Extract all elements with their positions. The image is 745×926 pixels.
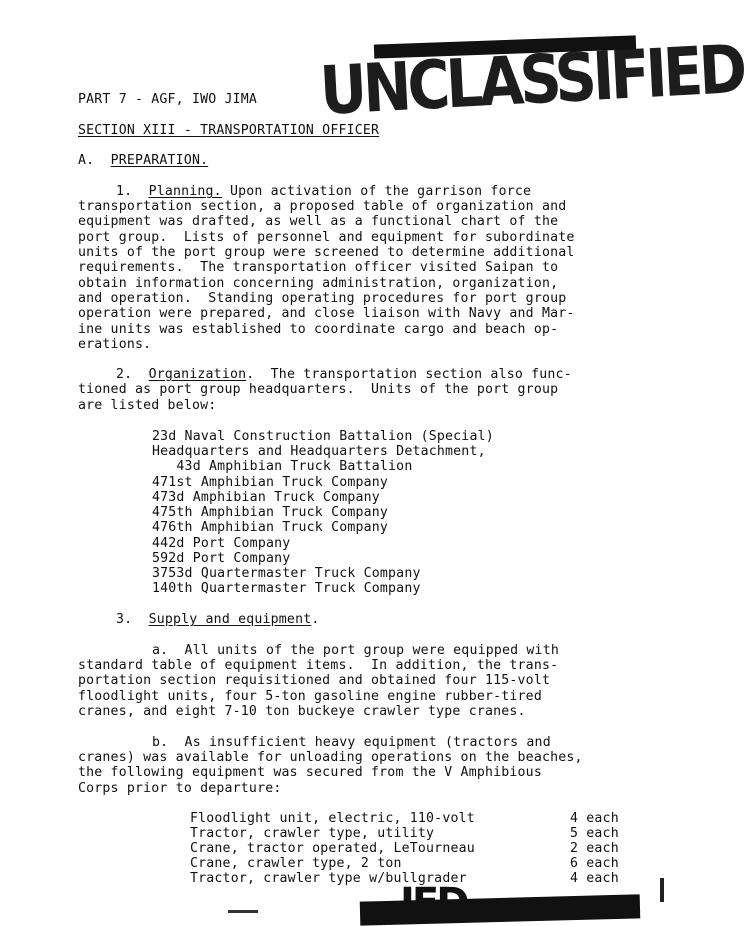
unit-item: 43d Amphibian Truck Battalion — [152, 459, 413, 474]
para2-line: are listed below: — [78, 398, 217, 413]
para2-first-text: . The transportation section also func- — [246, 367, 572, 382]
subsection-title: PREPARATION. — [110, 153, 209, 168]
para1-line: ine units was established to coordinate cargo and beach op- — [78, 322, 559, 337]
para2-line: tioned as port group headquarters. Units of the port group — [78, 382, 559, 397]
para1-heading: Planning. — [148, 184, 222, 199]
section-heading: SECTION XIII - TRANSPORTATION OFFICER — [78, 123, 380, 138]
para1-first-text: Upon activation of the garrison force — [221, 184, 532, 199]
para3a-line: standard table of equipment items. In addition, the trans- — [78, 658, 559, 673]
equipment-qty: 4 each — [570, 871, 619, 886]
para1-line: equipment was drafted, as well as a functional chart of the — [78, 214, 559, 229]
unit-item: 471st Amphibian Truck Company — [152, 475, 389, 490]
equipment-item: Tractor, crawler type w/bullgrader — [190, 871, 467, 886]
para3a-line: portation section requisitioned and obtained four 115-volt — [78, 673, 551, 688]
para3b-line: the following equipment was secured from the V Amphibious — [78, 765, 542, 780]
unit-item: 442d Port Company — [152, 536, 291, 551]
para3-number: 3. — [116, 612, 133, 627]
scan-mark — [660, 878, 664, 902]
equipment-qty: 4 each — [570, 811, 619, 826]
para3-heading: Supply and equipment — [148, 612, 312, 627]
unit-item: 476th Amphibian Truck Company — [152, 520, 389, 535]
para1-number: 1. — [116, 184, 133, 199]
unit-item: 592d Port Company — [152, 551, 291, 566]
para3a-line: floodlight units, four 5-ton gasoline engine rubber-tired — [78, 689, 542, 704]
para3b-first-line: b. As insufficient heavy equipment (tractors and — [152, 735, 551, 750]
unit-item: 475th Amphibian Truck Company — [152, 505, 389, 520]
subsection-heading — [78, 153, 208, 168]
para3b-line: cranes) was available for unloading operations on the beaches, — [78, 750, 583, 765]
para2-number: 2. — [116, 367, 133, 382]
para2-heading: Organization — [148, 367, 247, 382]
para1-line: erations. — [78, 337, 152, 352]
equipment-item: Tractor, crawler type, utility — [190, 826, 435, 841]
unit-item: 23d Naval Construction Battalion (Special) — [152, 429, 494, 444]
para3a-line: cranes, and eight 7-10 ton buckeye crawler type cranes. — [78, 704, 526, 719]
equipment-qty: 5 each — [570, 826, 619, 841]
unit-item: 3753d Quartermaster Truck Company — [152, 566, 421, 581]
para1-line: port group. Lists of personnel and equipment for subordinate — [78, 230, 575, 245]
equipment-item: Crane, tractor operated, LeTourneau — [190, 841, 475, 856]
unit-item: 473d Amphibian Truck Company — [152, 490, 380, 505]
bottom-stamp — [360, 880, 650, 926]
unclassified-stamp — [318, 29, 745, 132]
para3-heading-end: . — [311, 612, 320, 627]
para3-first-line — [116, 612, 320, 627]
page-mark — [228, 910, 258, 913]
unit-item: Headquarters and Headquarters Detachment, — [152, 444, 486, 459]
subsection-letter: A. — [78, 153, 95, 168]
para3a-first-line: a. All units of the port group were equipped with — [152, 643, 559, 658]
stamp-text: UNCLASSIFIED — [318, 29, 745, 131]
bottom-stamp-text: IED — [400, 880, 467, 926]
para1-line: requirements. The transportation officer visited Saipan to — [78, 260, 559, 275]
equipment-item: Crane, crawler type, 2 ton — [190, 856, 402, 871]
unit-item: 140th Quartermaster Truck Company — [152, 581, 421, 596]
para1-first-line — [116, 184, 531, 199]
equipment-item: Floodlight unit, electric, 110-volt — [190, 811, 475, 826]
para1-line: units of the port group were screened to determine additional — [78, 245, 575, 260]
para1-line: and operation. Standing operating procedures for port group — [78, 291, 567, 306]
para1-line: operation were prepared, and close liaison with Navy and Mar- — [78, 306, 575, 321]
para2-first-line — [116, 367, 572, 382]
equipment-qty: 6 each — [570, 856, 619, 871]
para3b-line: Corps prior to departure: — [78, 781, 282, 796]
equipment-qty: 2 each — [570, 841, 619, 856]
para1-line: obtain information concerning administration, organization, — [78, 276, 559, 291]
para1-line: transportation section, a proposed table of organization and — [78, 199, 567, 214]
part-heading: PART 7 - AGF, IWO JIMA — [78, 92, 258, 107]
